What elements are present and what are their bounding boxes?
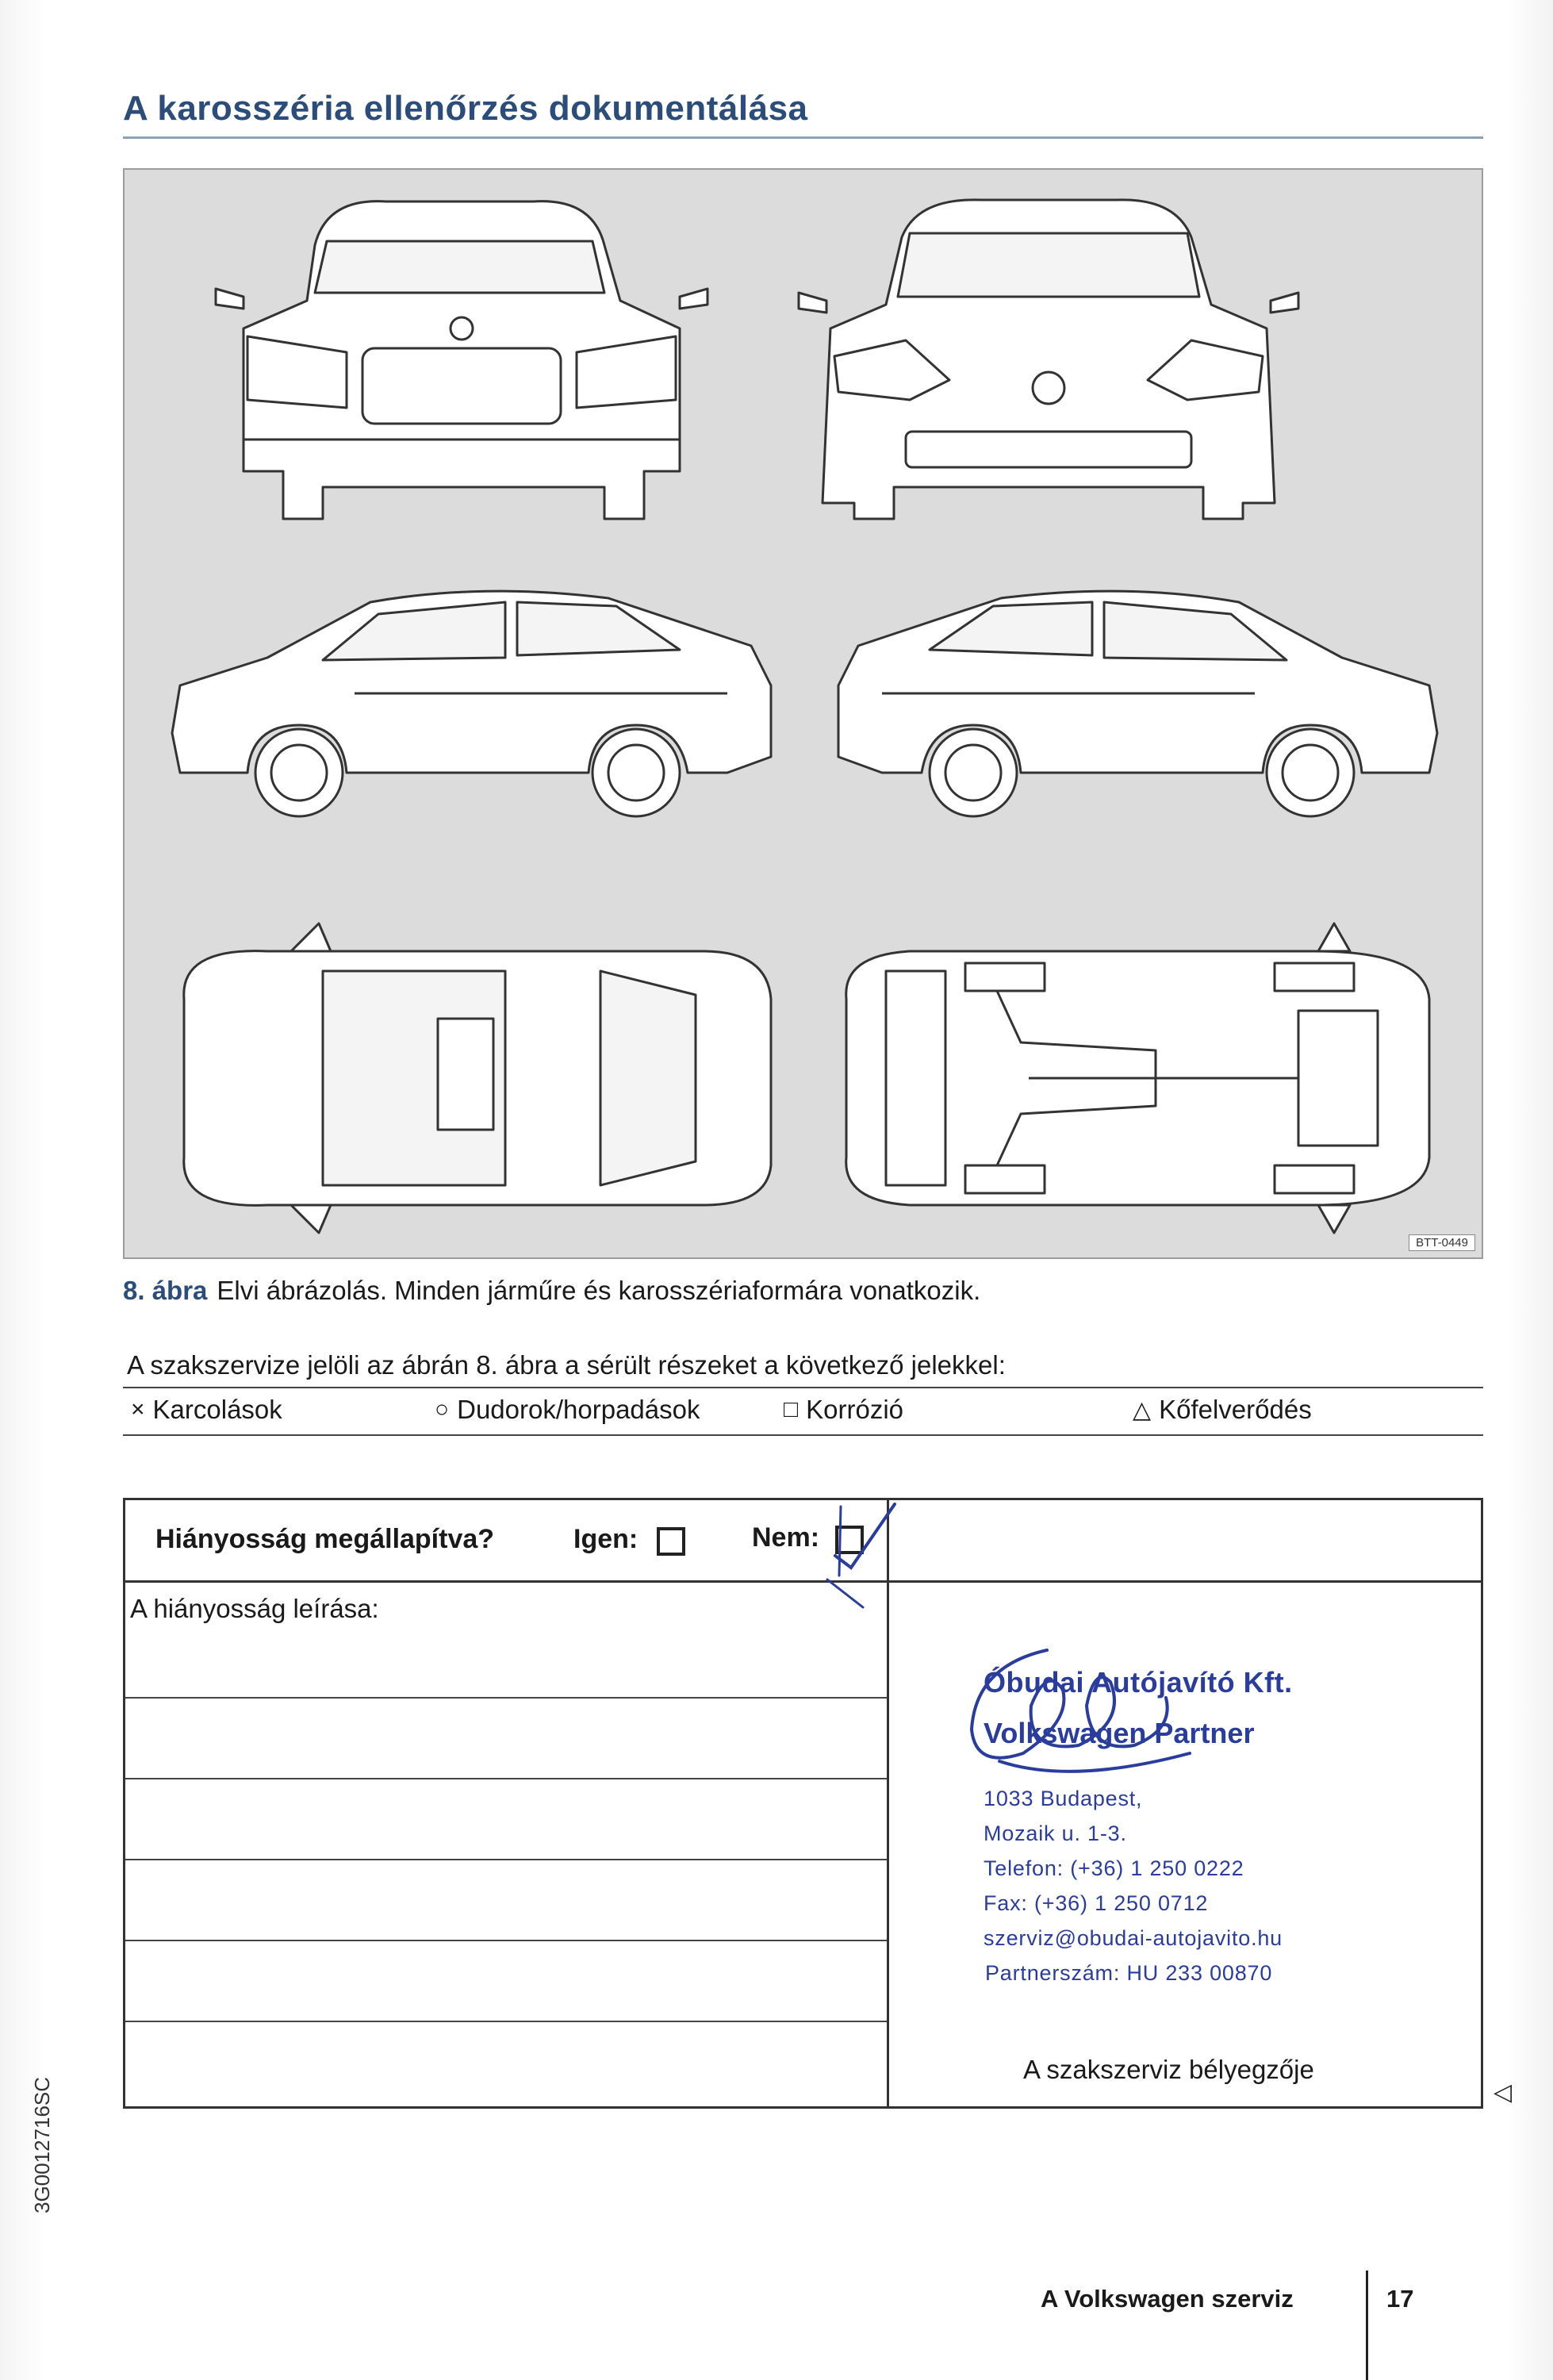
cross-icon: × xyxy=(131,1396,145,1422)
legend-corrosion xyxy=(784,1395,903,1425)
figure-caption-text: Elvi ábrázolás. Minden járműre és karosszériaformára vonatkozik. xyxy=(217,1276,981,1305)
stamp-city: 1033 Budapest, xyxy=(984,1787,1143,1810)
car-front-view xyxy=(799,200,1298,519)
figure-code: BTT-0449 xyxy=(1409,1234,1475,1251)
stamp-caption: A szakszerviz bélyegzője xyxy=(1023,2055,1314,2084)
car-top-view xyxy=(184,923,771,1233)
legend-stone-chips xyxy=(1133,1395,1312,1425)
stamp-phone: Telefon: (+36) 1 250 0222 xyxy=(984,1856,1244,1880)
service-stamp xyxy=(984,1666,1428,2031)
car-diagram-drawing xyxy=(125,170,1485,1261)
stamp-partner: Volkswagen Partner xyxy=(984,1717,1255,1749)
description-line xyxy=(125,1859,887,1860)
car-underbody-view xyxy=(846,923,1429,1233)
legend-label: Kőfelverődés xyxy=(1159,1395,1312,1424)
figure-caption xyxy=(123,1276,980,1306)
car-left-side-view xyxy=(172,591,771,816)
legend-label: Dudorok/horpadások xyxy=(457,1395,700,1424)
page-title: A karosszéria ellenőrzés dokumentálása xyxy=(123,89,808,128)
document-code: 3G0012716SC xyxy=(30,2076,54,2213)
footer-divider xyxy=(1366,2271,1368,2380)
car-right-side-view xyxy=(838,591,1437,816)
stamp-email: szerviz@obudai-autojavito.hu xyxy=(984,1926,1283,1950)
legend-rule-top xyxy=(123,1387,1483,1388)
yes-checkbox[interactable] xyxy=(657,1527,685,1556)
description-label: A hiányosság leírása: xyxy=(130,1594,379,1623)
figure-caption-label: 8. ábra xyxy=(123,1276,208,1305)
legend-scratches xyxy=(131,1395,282,1425)
yes-label: Igen: xyxy=(573,1524,638,1554)
stamp-company: Óbudai Autójavító Kft. xyxy=(984,1666,1293,1699)
description-line xyxy=(125,1697,887,1699)
description-line xyxy=(125,1940,887,1941)
car-diagram-figure xyxy=(123,168,1483,1259)
page-number: 17 xyxy=(1386,2285,1414,2313)
stamp-partner-number: Partnerszám: HU 233 00870 xyxy=(985,1961,1273,1985)
triangle-left-icon: ◁ xyxy=(1494,2079,1513,2106)
description-line xyxy=(125,1778,887,1779)
description-line xyxy=(125,2021,887,2022)
defect-question: Hiányosság megállapítva? xyxy=(155,1524,495,1554)
checkmark-icon xyxy=(815,1500,911,1611)
car-rear-view xyxy=(216,202,707,519)
legend-rule-bottom xyxy=(123,1434,1483,1436)
stamp-street: Mozaik u. 1-3. xyxy=(984,1821,1127,1845)
square-icon: □ xyxy=(784,1396,799,1422)
legend-label: Korrózió xyxy=(806,1395,904,1424)
stamp-fax: Fax: (+36) 1 250 0712 xyxy=(984,1891,1209,1915)
footer-section: A Volkswagen szerviz xyxy=(1041,2285,1294,2313)
no-label: Nem: xyxy=(752,1522,820,1553)
legend-dents xyxy=(435,1395,700,1425)
title-rule xyxy=(123,136,1483,139)
legend-label: Karcolások xyxy=(152,1395,282,1424)
triangle-icon: △ xyxy=(1133,1396,1152,1423)
legend-intro: A szakszervize jelöli az ábrán 8. ábra a sérült részeket a következő jelekkel: xyxy=(127,1350,1006,1380)
circle-icon: ○ xyxy=(435,1396,450,1422)
